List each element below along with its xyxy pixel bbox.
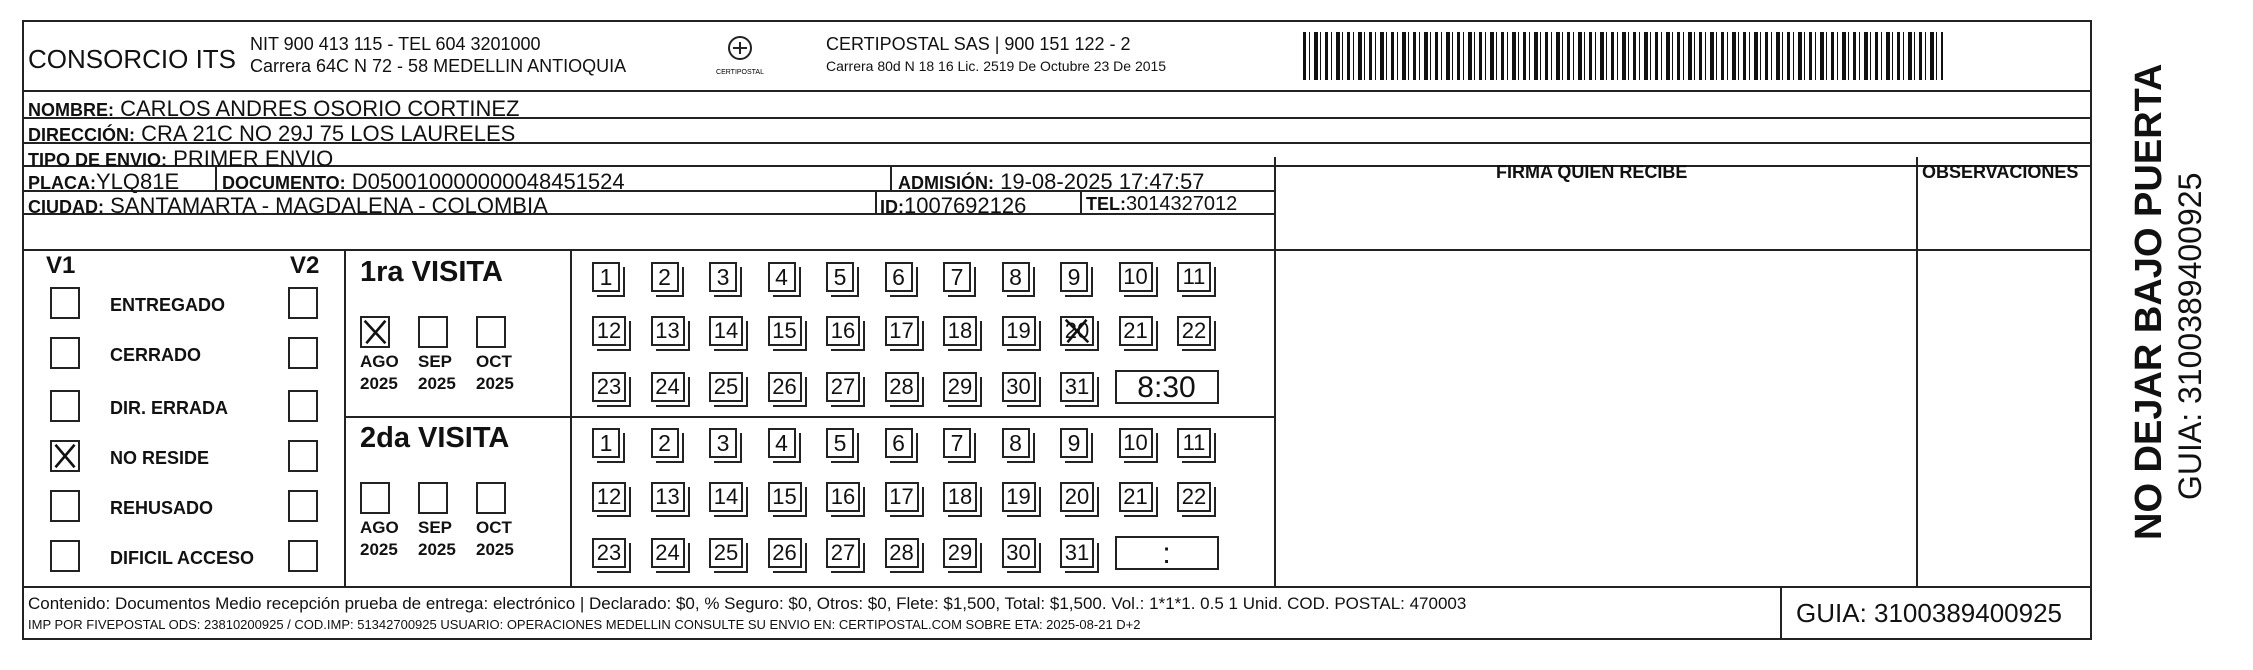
day-box[interactable]: 9 — [1060, 262, 1088, 292]
v2-checkbox[interactable] — [288, 337, 318, 369]
day-box[interactable]: 15 — [768, 316, 802, 346]
v1-header: V1 — [46, 252, 76, 279]
footer-content: Contenido: Documentos Medio recepción prueba de entrega: electrónico | Declarado: $0, % Seguro: $0, Otros: $0, Flete: $1,500, Total: $1,500. Vol.: 1*1*1. 0.5 1 Unid. COD. POSTAL: 470003 — [28, 594, 1467, 613]
admision: ADMISIÓN: 19-08-2025 17:47:57 — [898, 169, 1205, 194]
status-label: ENTREGADO — [110, 295, 226, 315]
day-box[interactable]: 2 — [651, 428, 679, 458]
day-box[interactable]: 20 — [1060, 482, 1094, 512]
v2-checkbox[interactable] — [288, 490, 318, 522]
ciudad: CIUDAD: SANTAMARTA - MAGDALENA - COLOMBIA — [28, 193, 548, 218]
month-label: OCT — [476, 518, 512, 537]
company-name: CONSORCIO ITS — [28, 44, 237, 74]
month-label: SEP — [418, 518, 453, 537]
day-box[interactable]: 10 — [1119, 428, 1153, 458]
day-box[interactable]: 10 — [1119, 262, 1153, 292]
day-box[interactable]: 8 — [1002, 428, 1030, 458]
day-box[interactable]: 26 — [768, 538, 802, 568]
day-box[interactable]: 8 — [1002, 262, 1030, 292]
footer-impresion: IMP POR FIVEPOSTAL ODS: 23810200925 / COD.IMP: 51342700925 USUARIO: OPERACIONES MEDELLIN CONSULTE SU ENVIO EN: CERTIPOSTAL.COM SOBRE ETA: 2025-08-21 D+2 — [28, 617, 1141, 632]
day-box[interactable]: 24 — [651, 372, 685, 402]
visit-title: 1ra VISITA — [360, 256, 503, 288]
day-box[interactable]: 21 — [1119, 482, 1153, 512]
day-box[interactable]: 19 — [1002, 316, 1036, 346]
certipostal-line: CERTIPOSTAL SAS | 900 151 122 - 2 — [826, 34, 1131, 54]
day-box[interactable]: 11 — [1177, 262, 1211, 292]
day-box[interactable]: 31 — [1060, 538, 1094, 568]
barcode — [1303, 32, 1943, 80]
day-box[interactable]: 17 — [885, 316, 919, 346]
day-box[interactable]: 4 — [768, 428, 796, 458]
firma-header: FIRMA QUIEN RECIBE — [1496, 162, 1688, 182]
status-label: DIR. ERRADA — [110, 398, 229, 418]
day-box[interactable]: 23 — [592, 538, 626, 568]
v2-checkbox[interactable] — [288, 390, 318, 422]
side-guia: GUIA: 3100389400925 — [2172, 172, 2208, 500]
v1-checkbox[interactable] — [50, 287, 80, 319]
day-box[interactable]: 25 — [709, 538, 743, 568]
month-label: AGO — [360, 518, 399, 537]
footer-guia: GUIA: 3100389400925 — [1796, 598, 2062, 628]
visit-time-field[interactable]: 8:30 — [1115, 370, 1219, 404]
v1-checkbox[interactable] — [50, 390, 80, 422]
day-box[interactable]: 26 — [768, 372, 802, 402]
day-box[interactable]: 16 — [826, 482, 860, 512]
v1-checkbox[interactable] — [50, 337, 80, 369]
month-checkbox[interactable] — [476, 316, 506, 348]
v2-checkbox[interactable] — [288, 440, 318, 472]
day-box[interactable]: 22 — [1177, 482, 1211, 512]
month-label: AGO — [360, 352, 399, 371]
placa: PLACA:YLQ81E — [28, 169, 180, 194]
month-checkbox[interactable] — [360, 316, 390, 348]
day-box[interactable]: 25 — [709, 372, 743, 402]
day-box[interactable]: 24 — [651, 538, 685, 568]
day-box[interactable]: 28 — [885, 372, 919, 402]
month-label: OCT — [476, 352, 512, 371]
day-box[interactable]: 17 — [885, 482, 919, 512]
day-box[interactable]: 18 — [943, 316, 977, 346]
month-checkbox[interactable] — [360, 482, 390, 514]
day-box[interactable]: 9 — [1060, 428, 1088, 458]
day-box[interactable]: 5 — [826, 428, 854, 458]
nombre-row: NOMBRE: CARLOS ANDRES OSORIO CORTINEZ — [28, 96, 520, 121]
month-checkbox[interactable] — [476, 482, 506, 514]
day-box[interactable]: 29 — [943, 538, 977, 568]
side-warning: NO DEJAR BAJO PUERTA — [2128, 63, 2170, 540]
day-box[interactable]: 23 — [592, 372, 626, 402]
month-checkbox[interactable] — [418, 316, 448, 348]
day-box[interactable]: 2 — [651, 262, 679, 292]
year-label: 2025 — [360, 540, 398, 559]
day-box[interactable]: 6 — [885, 428, 913, 458]
day-box[interactable]: 5 — [826, 262, 854, 292]
day-box[interactable]: 27 — [826, 538, 860, 568]
v2-checkbox[interactable] — [288, 287, 318, 319]
day-box[interactable]: 15 — [768, 482, 802, 512]
day-box[interactable]: 30 — [1002, 538, 1036, 568]
day-box[interactable]: 14 — [709, 482, 743, 512]
day-box[interactable]: 7 — [943, 262, 971, 292]
year-label: 2025 — [418, 374, 456, 393]
day-box[interactable]: 20 — [1060, 316, 1094, 346]
observaciones-header: OBSERVACIONES — [1922, 162, 2079, 182]
day-box[interactable]: 30 — [1002, 372, 1036, 402]
year-label: 2025 — [418, 540, 456, 559]
month-checkbox[interactable] — [418, 482, 448, 514]
status-label: CERRADO — [110, 345, 202, 365]
day-box[interactable]: 3 — [709, 262, 737, 292]
day-box[interactable]: 4 — [768, 262, 796, 292]
certipostal-address: Carrera 80d N 18 16 Lic. 2519 De Octubre 23 De 2015 — [826, 58, 1167, 74]
day-box[interactable]: 13 — [651, 316, 685, 346]
v1-checkbox[interactable] — [50, 540, 80, 572]
day-box[interactable]: 12 — [592, 316, 626, 346]
day-box[interactable]: 6 — [885, 262, 913, 292]
status-label: NO RESIDE — [110, 448, 210, 468]
visit-time-field[interactable]: : — [1115, 536, 1219, 570]
day-box[interactable]: 13 — [651, 482, 685, 512]
company-nit: NIT 900 413 115 - TEL 604 3201000 — [250, 34, 541, 54]
day-box[interactable]: 29 — [943, 372, 977, 402]
year-label: 2025 — [360, 374, 398, 393]
v1-checkbox[interactable] — [50, 490, 80, 522]
day-box[interactable]: 11 — [1177, 428, 1211, 458]
id-field: ID:1007692126 — [880, 193, 1027, 218]
v2-header: V2 — [290, 252, 320, 279]
day-box[interactable]: 1 — [592, 428, 620, 458]
visit-title: 2da VISITA — [360, 422, 510, 454]
certipostal-logo — [716, 34, 764, 82]
documento: DOCUMENTO: D050010000000048451524 — [222, 169, 625, 194]
day-box[interactable]: 19 — [1002, 482, 1036, 512]
day-box[interactable]: 31 — [1060, 372, 1094, 402]
svg-text:CERTIPOSTAL: CERTIPOSTAL — [716, 69, 764, 76]
tel-field: TEL:3014327012 — [1086, 193, 1238, 215]
day-box[interactable]: 18 — [943, 482, 977, 512]
tipo-envio-row: TIPO DE ENVIO: PRIMER ENVIO — [28, 146, 334, 171]
year-label: 2025 — [476, 374, 514, 393]
status-label: REHUSADO — [110, 498, 214, 518]
day-box[interactable]: 12 — [592, 482, 626, 512]
month-label: SEP — [418, 352, 453, 371]
day-box[interactable]: 7 — [943, 428, 971, 458]
direccion-row: DIRECCIÓN: CRA 21C NO 29J 75 LOS LAURELES — [28, 121, 516, 146]
day-box[interactable]: 1 — [592, 262, 620, 292]
day-box[interactable]: 14 — [709, 316, 743, 346]
status-label: DIFICIL ACCESO — [110, 548, 255, 568]
day-box[interactable]: 3 — [709, 428, 737, 458]
v2-checkbox[interactable] — [288, 540, 318, 572]
day-box[interactable]: 21 — [1119, 316, 1153, 346]
year-label: 2025 — [476, 540, 514, 559]
day-box[interactable]: 28 — [885, 538, 919, 568]
company-address: Carrera 64C N 72 - 58 MEDELLIN ANTIOQUIA — [250, 56, 627, 76]
v1-checkbox[interactable] — [50, 440, 80, 472]
day-box[interactable]: 16 — [826, 316, 860, 346]
day-box[interactable]: 27 — [826, 372, 860, 402]
day-box[interactable]: 22 — [1177, 316, 1211, 346]
